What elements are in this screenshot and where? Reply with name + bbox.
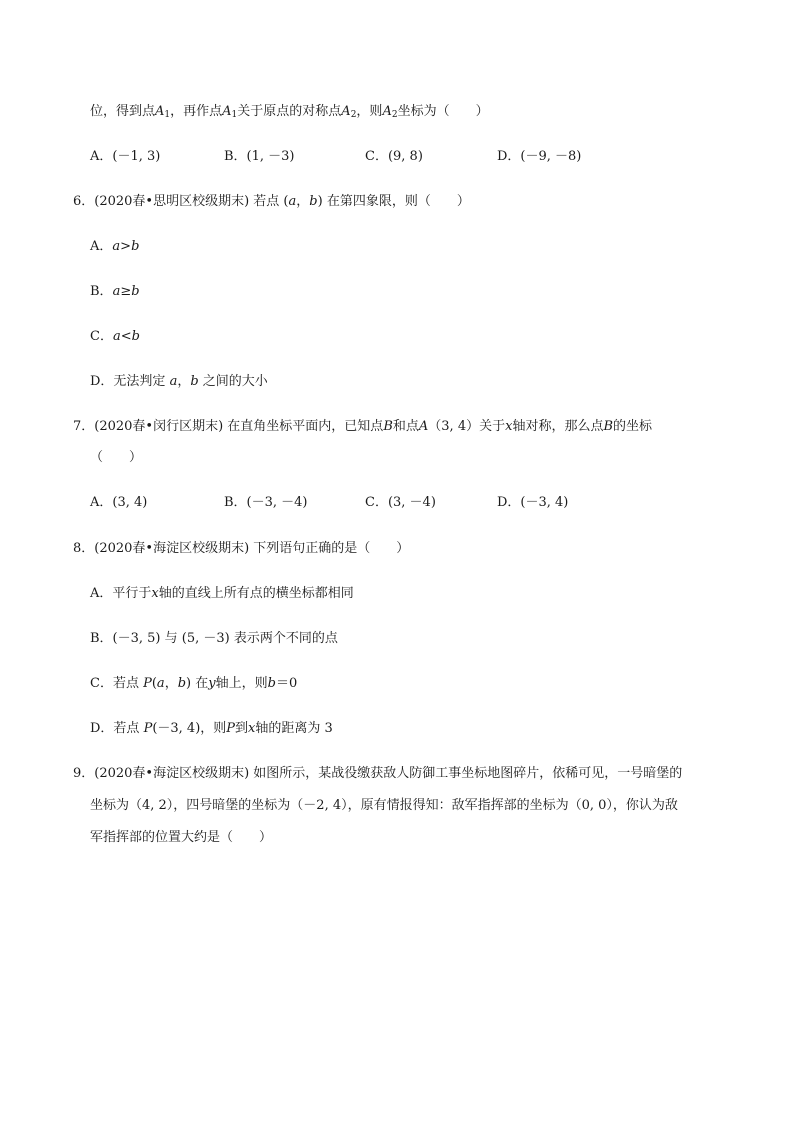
q8-option-d: D．若点 P(－3, 4)，则P到x轴的距离为 3 [90, 721, 333, 736]
q9-stem-line2: 坐标为（4, 2），四号暗堡的坐标为（－2, 4），原有情报得知：敌军指挥部的坐标为（0, 0），你认为敌 [90, 798, 678, 813]
q9-stem-line3: 军指挥部的位置大约是（ ） [90, 830, 273, 845]
q5-option-d: D．(－9, －8) [497, 149, 582, 164]
q7-stem-line2: （ ） [90, 450, 143, 465]
q6-stem: 6．(2020春•思明区校级期末) 若点 (a，b) 在第四象限，则（ ） [73, 194, 470, 209]
q7-option-b: B．(－3, －4) [224, 495, 308, 510]
q9-stem-line1: 9．(2020春•海淀区校级期末) 如图所示，某战役缴获敌人防御工事坐标地图碎片，依稀可见，一号暗堡的 [73, 766, 683, 781]
q8-option-b: B．(－3, 5) 与 (5, －3) 表示两个不同的点 [90, 631, 338, 646]
q5-option-a: A．(－1, 3) [90, 149, 161, 164]
q5-option-c: C．(9, 8) [365, 149, 423, 164]
q5-stem-line: 位，得到点$A_1$，再作点$A_1$关于原点的对称点$A_2$，则$A_2$坐标为（ ） [90, 104, 489, 120]
q6-option-c: C．a<b [90, 329, 140, 344]
q7-option-a: A．(3, 4) [90, 495, 148, 510]
q6-option-a: A．a>b [90, 239, 140, 254]
q7-stem: 7．(2020春•闵行区期末) 在直角坐标平面内，已知点B和点A（3, 4）关于x轴对称，那么点B的坐标 [73, 419, 653, 434]
q6-option-d: D．无法判定 a，b 之间的大小 [90, 374, 268, 389]
q8-option-a: A．平行于x轴的直线上所有点的横坐标都相同 [90, 586, 354, 601]
q5-option-b: B．(1, －3) [224, 149, 295, 164]
q7-option-c: C．(3, －4) [365, 495, 436, 510]
q8-stem: 8．(2020春•海淀区校级期末) 下列语句正确的是（ ） [73, 541, 410, 556]
q8-option-c: C．若点 P(a，b) 在y轴上，则b＝0 [90, 676, 298, 691]
q7-option-d: D．(－3, 4) [497, 495, 569, 510]
q6-option-b: B．a≥b [90, 284, 140, 299]
